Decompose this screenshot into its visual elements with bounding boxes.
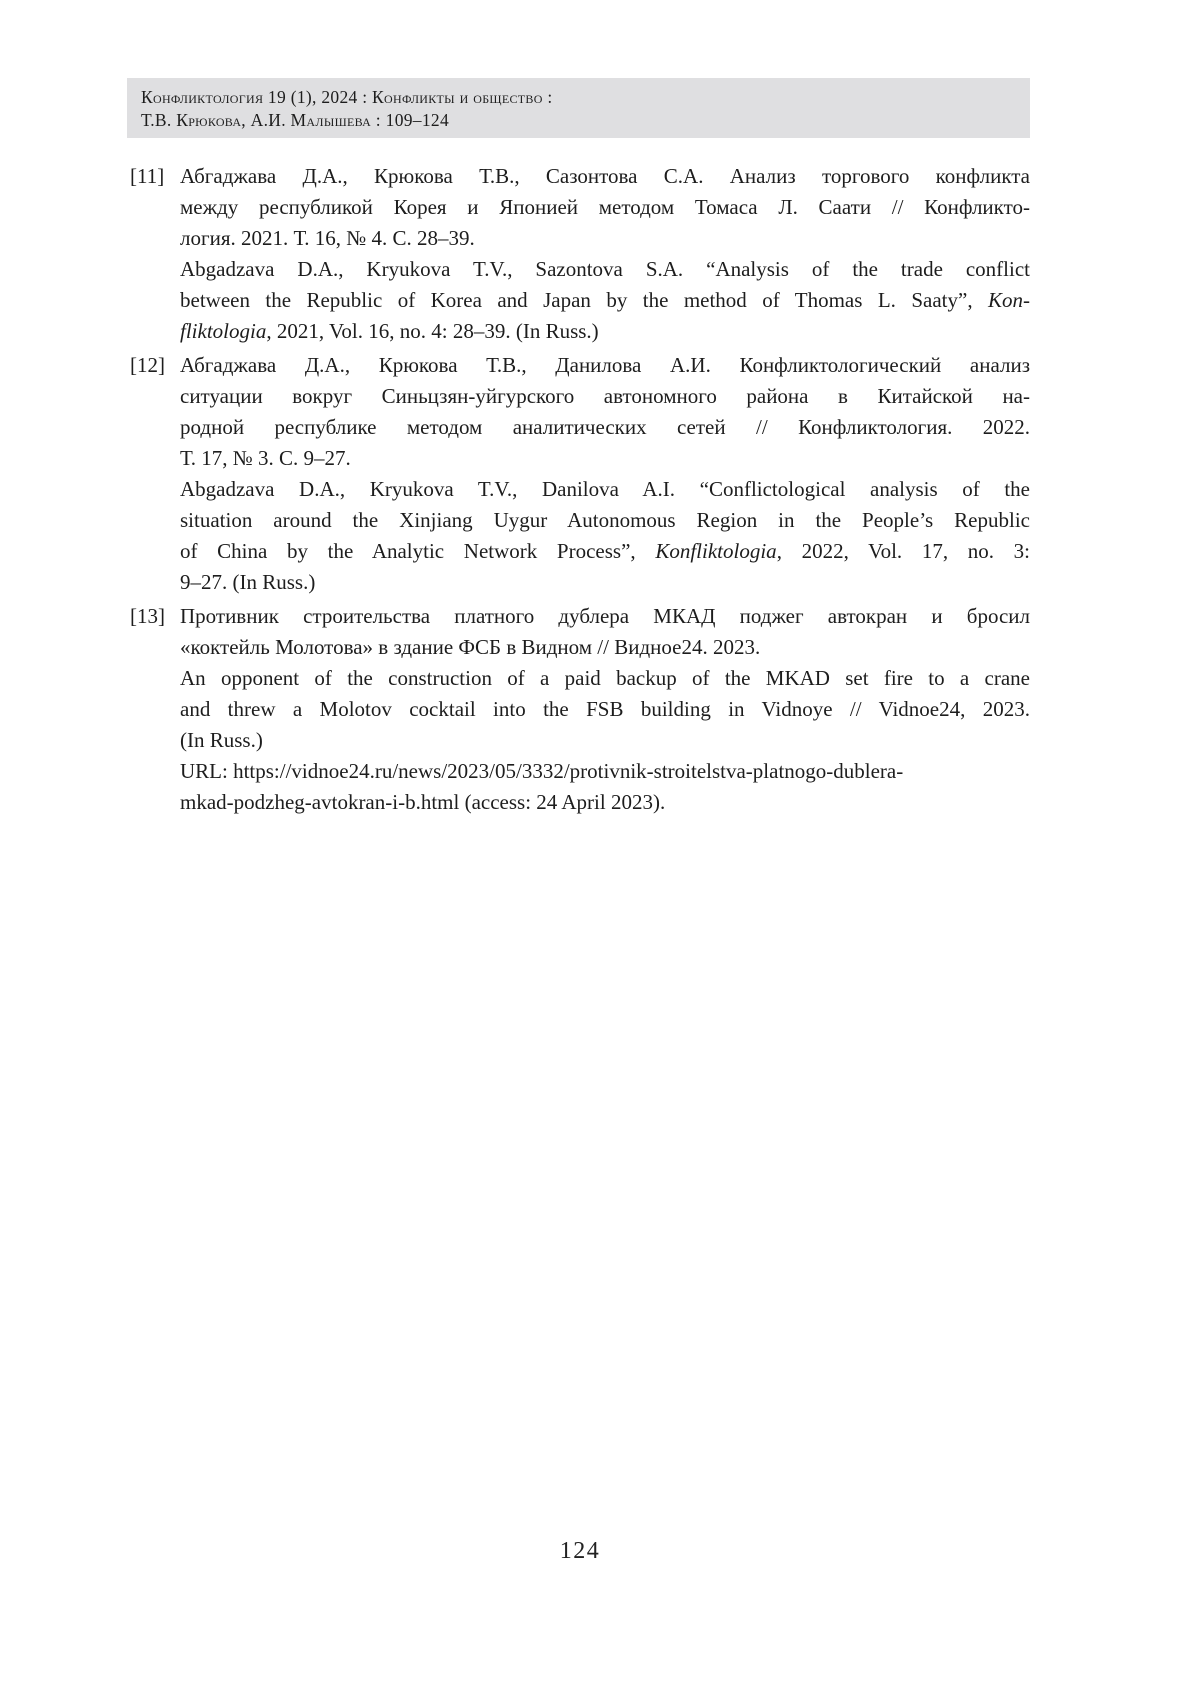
- running-header-authors-line: Т.В. Крюкова, А.И. Малышева : 109–124: [141, 110, 449, 130]
- reference-entry: [130, 350, 1030, 598]
- reference-marker: [11]: [130, 164, 165, 188]
- url-text: URL: https://vidnoe24.ru/news/2023/05/3332/protivnik-stroitelstva-platnogo-dublera-: [180, 759, 904, 783]
- reference-line: of China by the Analytic Network Process”, Konfliktologia, 2022, Vol. 17, no. 3:: [180, 539, 1031, 563]
- reference-entry: [130, 601, 1030, 818]
- running-header: [127, 78, 1030, 138]
- reference-line: and threw a Molotov cocktail into the FSB building in Vidnoye // Vidnoe24, 2023.: [180, 697, 1030, 721]
- url-text: mkad-podzheg-avtokran-i-b.html (access: 24 April 2023).: [180, 790, 666, 814]
- reference-line: Abgadzava D.A., Kryukova T.V., Danilova A.I. “Conflictological analysis of the: [180, 477, 1030, 501]
- reference-marker: [12]: [130, 353, 165, 377]
- reference-line: Abgadzava D.A., Kryukova T.V., Sazontova S.A. “Analysis of the trade conflict: [180, 257, 1030, 281]
- reference-line: fliktologia, 2021, Vol. 16, no. 4: 28–39. (In Russ.): [180, 319, 599, 343]
- page-number: 124: [559, 1538, 601, 1564]
- reference-line: 9–27. (In Russ.): [180, 570, 316, 594]
- reference-line: Абгаджава Д.А., Крюкова Т.В., Данилова А.И. Конфликтологический анализ: [180, 353, 1030, 377]
- reference-line: родной республике методом аналитических сетей // Конфликтология. 2022.: [180, 415, 1030, 439]
- reference-line: логия. 2021. Т. 16, № 4. С. 28–39.: [180, 226, 475, 250]
- reference-marker: [13]: [130, 604, 165, 628]
- reference-line: between the Republic of Korea and Japan by the method of Thomas L. Saaty”, Kon-: [180, 288, 1030, 312]
- reference-line: An opponent of the construction of a paid backup of the MKAD set fire to a crane: [180, 666, 1030, 690]
- reference-line: Противник строительства платного дублера МКАД поджег автокран и бросил: [180, 604, 1030, 628]
- reference-list: [130, 161, 1030, 821]
- reference-line: ситуации вокруг Синьцзян-уйгурского автономного района в Китайской на-: [180, 384, 1030, 408]
- reference-line: Абгаджава Д.А., Крюкова Т.В., Сазонтова С.А. Анализ торгового конфликта: [180, 164, 1030, 188]
- reference-line: «коктейль Молотова» в здание ФСБ в Видном // Видное24. 2023.: [180, 635, 761, 659]
- reference-line: Т. 17, № 3. С. 9–27.: [180, 446, 351, 470]
- reference-line: между республикой Корея и Японией методом Томаса Л. Саати // Конфликто-: [180, 195, 1030, 219]
- running-header-journal-line: Конфликтология 19 (1), 2024 : Конфликты и общество :: [141, 87, 553, 107]
- reference-entry: [130, 161, 1030, 347]
- reference-line: situation around the Xinjiang Uygur Autonomous Region in the People’s Republic: [180, 508, 1030, 532]
- reference-line: (In Russ.): [180, 728, 263, 752]
